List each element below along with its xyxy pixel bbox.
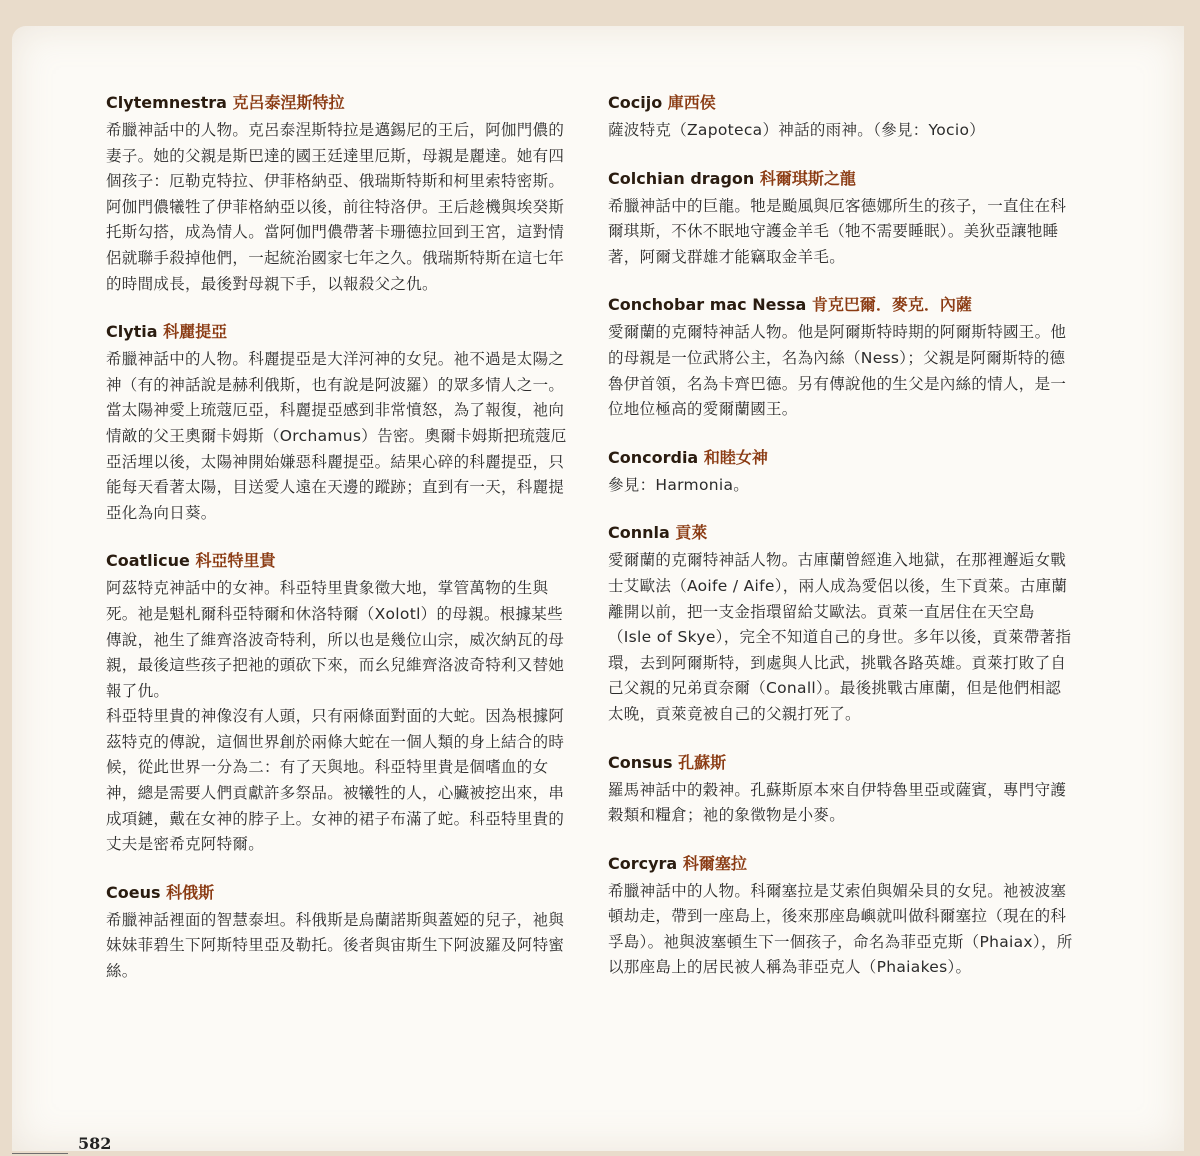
entry-term: Colchian dragon: [608, 168, 755, 188]
entry-term-chinese: 和睦女神: [703, 447, 768, 467]
entry-heading: [106, 321, 571, 343]
entry-definition: 愛爾蘭的克爾特神話人物。他是阿爾斯特時期的阿爾斯特國王。他的母親是一位武將公主，名為內絲（Ness）；父親是阿爾斯特的德魯伊首領，名為卡齊巴德。另有傳說他的生父是內絲的情人，是一位地位極高的愛爾蘭國王。: [608, 323, 1067, 419]
entry-term-chinese: 科俄斯: [166, 882, 215, 902]
entry-definition: 希臘神話中的巨龍。牠是颱風與厄客德娜所生的孩子，一直住在科爾琪斯，不休不眠地守護金羊毛（牠不需要睡眠）。美狄亞讓牠睡著，阿爾戈群雄才能竊取金羊毛。: [608, 196, 1067, 266]
entry-definition: 希臘神話中的人物。科麗提亞是大洋河神的女兒。祂不過是太陽之神（有的神話說是赫利俄斯，也有說是阿波羅）的眾多情人之一。當太陽神愛上琉蔻厄亞，科麗提亞感到非常憤怒，為了報復，祂向情敵的父王奧爾卡姆斯（Orchamus）告密。奧爾卡姆斯把琉蔻厄亞活埋以後，太陽神開始嫌惡科麗提亞。結果心碎的科麗提亞，只能每天看著太陽，目送愛人遠在天邊的蹤跡；直到有一天，科麗提亞化為向日葵。: [106, 350, 567, 522]
entry-term-chinese: 肯克巴爾．麥克．內薩: [811, 295, 972, 315]
entry-definition: 羅馬神話中的穀神。孔蘇斯原本來自伊特魯里亞或薩賓，專門守護穀類和糧倉；祂的象徵物是小麥。: [608, 780, 1067, 825]
entry-term: Coatlicue: [106, 551, 190, 571]
glossary-entry: [106, 550, 571, 858]
entry-term: Connla: [608, 523, 670, 543]
footer-rule: [12, 1153, 68, 1154]
entry-heading: [106, 92, 571, 114]
entry-definition: 希臘神話中的人物。科爾塞拉是艾索伯與媚朵貝的女兒。祂被波塞頓劫走，帶到一座島上，後來那座島嶼就叫做科爾塞拉（現在的科孚島）。祂與波塞頓生下一個孩子，命名為菲亞克斯（Phaiax），所以那座島上的居民被人稱為菲亞克人（Phaiakes）。: [608, 881, 1073, 977]
entry-definition: 薩波特克（Zapoteca）神話的雨神。（參見：Yocio）: [608, 121, 986, 139]
entry-term-chinese: 科爾琪斯之龍: [759, 168, 856, 188]
entry-term-chinese: 科亞特里貴: [195, 551, 276, 571]
glossary-entry: [608, 447, 1073, 499]
entry-term-chinese: 克呂泰涅斯特拉: [232, 93, 345, 112]
glossary-entry: [106, 321, 571, 526]
glossary-entry: [608, 92, 1073, 144]
book-page: [12, 26, 1184, 1151]
entry-heading: [608, 447, 1073, 469]
entry-heading: [608, 92, 1073, 114]
glossary-entry: [106, 882, 571, 985]
entry-heading: [608, 752, 1073, 774]
entry-heading: [608, 853, 1073, 875]
entry-heading: [608, 522, 1073, 544]
page-footer: [12, 1134, 124, 1156]
page-number: 582: [78, 1134, 112, 1153]
entry-term: Consus: [608, 752, 673, 772]
glossary-entry: [106, 92, 571, 297]
glossary-entry: [608, 294, 1073, 422]
entry-heading: [106, 550, 571, 572]
entry-definition: 科亞特里貴的神像沒有人頭，只有兩條面對面的大蛇。因為根據阿茲特克的傳說，這個世界創於兩條大蛇在一個人類的身上結合的時候，從此世界一分為二：有了天與地。科亞特里貴是個嗜血的女神，總是需要人們貢獻許多祭品。被犧牲的人，心臟被挖出來，串成項鏈，戴在女神的脖子上。女神的裙子布滿了蛇。科亞特里貴的丈夫是密希克阿特爾。: [106, 707, 565, 854]
glossary-entry: [608, 168, 1073, 271]
entry-term-chinese: 科爾塞拉: [682, 853, 747, 873]
glossary-entry: [608, 522, 1073, 727]
glossary-entry: [608, 853, 1073, 981]
entry-term: Corcyra: [608, 853, 678, 873]
entry-term-chinese: 庫西侯: [667, 93, 716, 112]
left-column: [106, 92, 571, 1009]
entry-definition: 參見：Harmonia。: [608, 475, 750, 494]
entry-term-chinese: 孔蘇斯: [678, 752, 727, 772]
entry-term: Cocijo: [608, 93, 663, 112]
entry-definition: 希臘神話中的人物。克呂泰涅斯特拉是邁錫尼的王后，阿伽門儂的妻子。她的父親是斯巴達的國王廷達里厄斯，母親是麗達。她有四個孩子：厄勒克特拉、伊菲格納亞、俄瑞斯特斯和柯里索特密斯。阿伽門儂犧牲了伊菲格納亞以後，前往特洛伊。王后趁機與埃癸斯托斯勾搭，成為情人。當阿伽門儂帶著卡珊德拉回到王宮，這對情侶就聯手殺掉他們，一起統治國家七年之久。俄瑞斯特斯在這七年的時間成長，最後對母親下手，以報殺父之仇。: [106, 121, 565, 293]
entry-term: Clytia: [106, 322, 158, 342]
entry-definition: 阿茲特克神話中的女神。科亞特里貴象徵大地，掌管萬物的生與死。祂是魁札爾科亞特爾和休洛特爾（Xolotl）的母親。根據某些傳說，祂生了維齊洛波奇特利，所以也是幾位山宗，威次納瓦的母親，最後這些孩子把祂的頭砍下來，而幺兒維齊洛波奇特利又替她報了仇。: [106, 579, 565, 700]
entry-term: Clytemnestra: [106, 93, 227, 112]
entry-term-chinese: 科麗提亞: [163, 322, 228, 342]
entry-term: Coeus: [106, 882, 161, 902]
entry-definition: 愛爾蘭的克爾特神話人物。古庫蘭曾經進入地獄，在那裡邂逅女戰士艾歐法（Aoife / Aife），兩人成為愛侶以後，生下貢萊。古庫蘭離開以前，把一支金指環留給艾歐法。貢萊一直居住在天空島（Isle of Skye），完全不知道自己的身世。多年以後，貢萊帶著指環，去到阿爾斯特，到處與人比武，挑戰各路英雄。貢萊打敗了自己父親的兄弟貢奈爾（Conall）。最後挑戰古庫蘭，但是他們相認太晚，貢萊竟被自己的父親打死了。: [608, 551, 1072, 723]
entry-heading: [106, 882, 571, 904]
right-column: [608, 92, 1073, 1005]
entry-term: Concordia: [608, 447, 699, 467]
entry-heading: [608, 294, 1073, 316]
entry-definition: 希臘神話裡面的智慧泰坦。科俄斯是烏蘭諾斯與蓋婭的兒子，祂與妹妹菲碧生下阿斯特里亞及勒托。後者與宙斯生下阿波羅及阿特蜜絲。: [106, 910, 565, 981]
entry-heading: [608, 168, 1073, 190]
entry-term-chinese: 貢萊: [675, 523, 708, 543]
glossary-entry: [608, 752, 1073, 829]
entry-term: Conchobar mac Nessa: [608, 295, 807, 315]
